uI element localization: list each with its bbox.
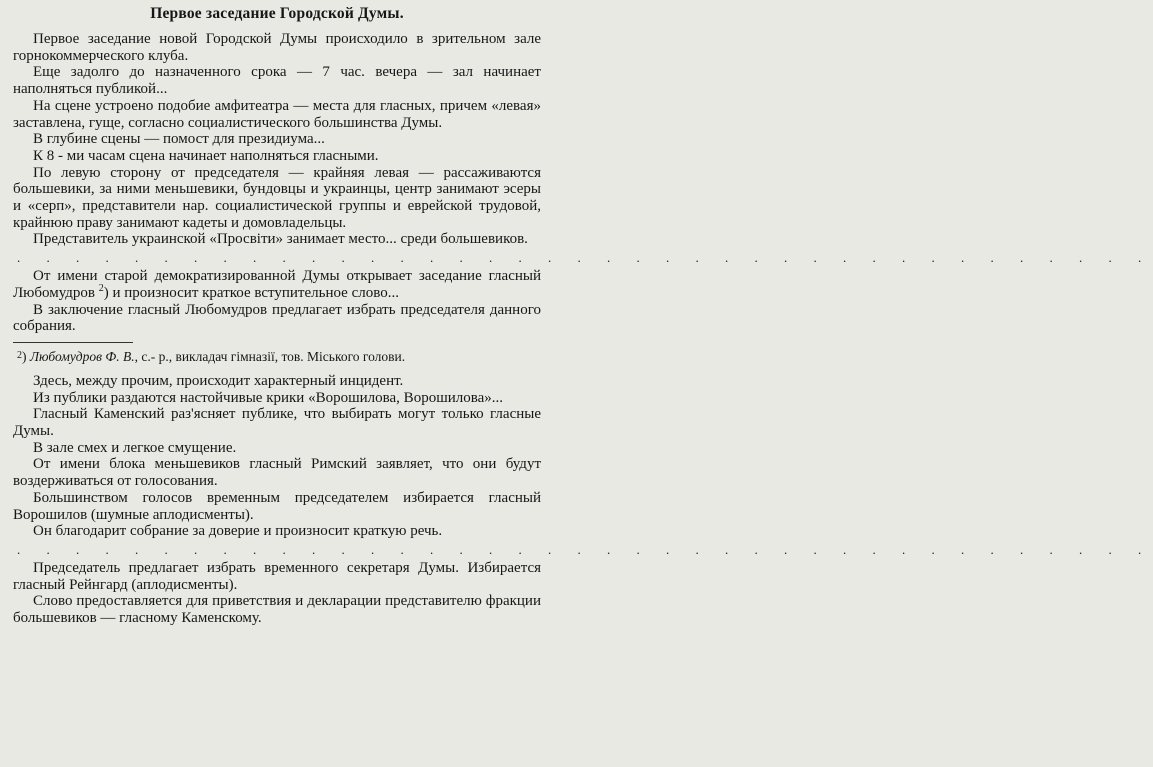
paragraph: Гласный Каменский раз'ясняет публике, что выбирать могут только гласные Думы.	[13, 406, 541, 440]
footnote-paren: )	[22, 348, 27, 364]
paragraph: На сцене устроено подобие амфитеатра — места для гласных, причем «левая» заставлена, гуще, согласно социалистического большинства Думы.	[13, 97, 541, 131]
section-opening	[13, 268, 541, 335]
footnote-ref: 2	[98, 282, 104, 294]
paragraph: Первое заседание новой Городской Думы происходило в зрительном зале горнокоммерческого клуба.	[13, 31, 541, 64]
paragraph: Слово предоставляется для приветствия и декларации представителю фракции большевиков — гласному Каменскому.	[13, 593, 541, 627]
section-election	[13, 373, 541, 540]
footnote-rule	[13, 342, 133, 343]
paragraph: По левую сторону от председателя — крайняя левая — рассаживаются большевики, за ними меньшевики, бундовцы и украинцы, центр занимают эсеры и «серп», представители нар. социалистической группы и еврейской трудовой, крайнюю праву занимают кадеты и домовладельцы.	[13, 164, 541, 231]
paragraph: Председатель предлагает избрать временного секретаря Думы. Избирается гласный Рейнгард (аплодисменты).	[13, 559, 541, 593]
paragraph: К 8 - ми часам сцена начинает наполняться гласными.	[33, 147, 379, 164]
paragraph: От имени блока меньшевиков гласный Римский заявляет, что они будут воздерживаться от голосования.	[13, 456, 541, 490]
paragraph: Еще задолго до назначенного срока — 7 час. вечера — зал начинает наполняться публикой...	[13, 64, 541, 98]
paragraph-text: ) и произносит краткое вступительное слово...	[103, 284, 399, 301]
paragraph: В зале смех и легкое смущение.	[33, 439, 237, 456]
dotted-separator: . . . . . . . . . . . . . . . . . . . . . . . . . . . . . . . . . . . . . . .	[17, 541, 1153, 557]
paragraph: В заключение гласный Любомудров предлагает избрать председателя данного собрания.	[13, 301, 541, 335]
footnote	[13, 348, 541, 367]
paragraph: Он благодарит собрание за доверие и произносит краткую речь.	[33, 523, 443, 540]
section-arrival	[13, 31, 541, 248]
footnote-number: 2	[17, 349, 22, 361]
paragraph: Здесь, между прочим, происходит характерный инцидент.	[33, 372, 404, 389]
paragraph: Представитель украинской «Просвіти» занимает место... среди большевиков.	[33, 231, 528, 248]
paragraph: В глубине сцены — помост для президиума...	[33, 131, 325, 148]
paragraph: Большинством голосов временным председателем избирается гласный Ворошилов (шумные аплодисменты).	[13, 489, 541, 523]
paragraph-text: От имени старой демократизированной Думы открывает заседание гласный Любомудров	[13, 268, 541, 301]
paragraph	[13, 268, 541, 301]
footnote-author: Любомудров Ф. В.	[29, 348, 135, 364]
footnote-text: , с.- р., викладач гімназії, тов. Міського голови.	[134, 348, 406, 364]
section-secretary	[13, 560, 541, 627]
page-title: Первое заседание Городской Думы.	[150, 5, 404, 22]
dotted-separator: . . . . . . . . . . . . . . . . . . . . . . . . . . . . . . . . . . . . . . .	[17, 250, 1153, 266]
paragraph: Из публики раздаются настойчивые крики «Ворошилова, Ворошилова»...	[33, 389, 504, 406]
